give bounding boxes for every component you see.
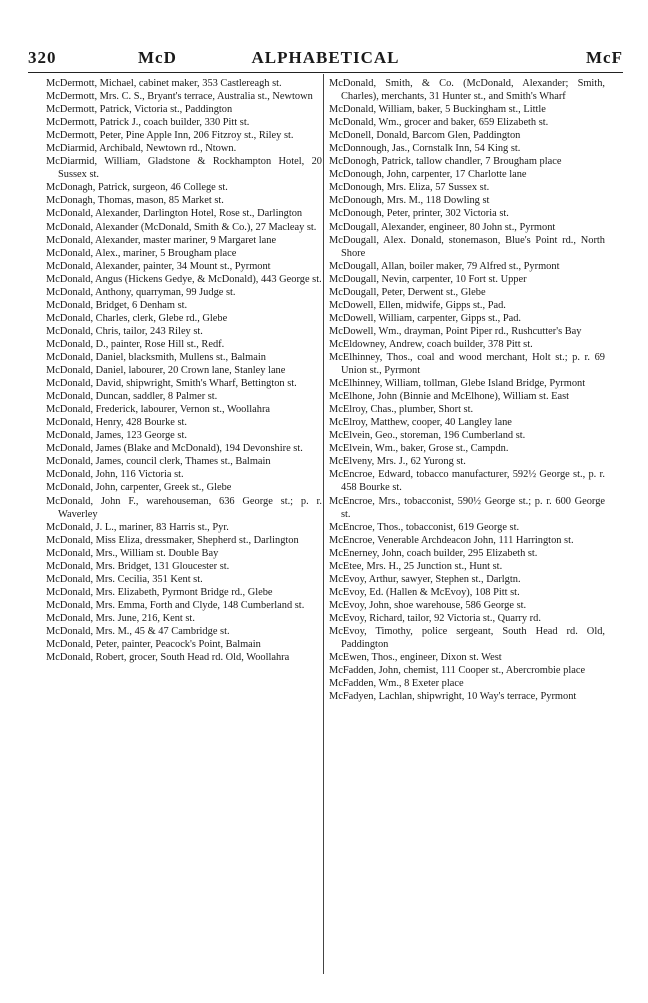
- directory-entry: McEvoy, Ed. (Hallen & McEvoy), 108 Pitt st.: [329, 586, 520, 598]
- directory-entry: McEvoy, Arthur, sawyer, Stephen st., Darlgtn.: [329, 573, 521, 585]
- directory-entry: McDonald, Mrs. M., 45 & 47 Cambridge st.: [46, 625, 230, 637]
- directory-entry: McDonald, John, carpenter, Greek st., Glebe: [46, 482, 232, 494]
- directory-entry: McEncroe, Thos., tobacconist, 619 George st.: [329, 521, 520, 533]
- directory-entry: McDonald, Wm., grocer and baker, 659 Elizabeth st.: [329, 117, 549, 129]
- directory-entry: McDonald, Alex., mariner, 5 Brougham place: [46, 247, 237, 259]
- directory-entry: McEncroe, Mrs., tobacconist, 590½ George st.; p. r. 600 George st.: [329, 495, 605, 520]
- directory-entry: McDonald, Alexander, Darlington Hotel, Rose st., Darlington: [46, 208, 303, 220]
- directory-entry: McDowell, Ellen, midwife, Gipps st., Pad.: [329, 299, 506, 311]
- directory-entry: McDonald, James, 123 George st.: [46, 430, 187, 442]
- directory-entry: McEvoy, Timothy, police sergeant, South Head rd. Old, Paddington: [329, 625, 605, 651]
- directory-entry: McDonald, Daniel, blacksmith, Mullens st., Balmain: [46, 351, 266, 363]
- directory-entry: McDonald, Mrs. Emma, Forth and Clyde, 148 Cumberland st.: [46, 599, 305, 611]
- directory-entry: McDonald, Robert, grocer, South Head rd. Old, Woollahra: [46, 652, 290, 664]
- directory-entry: McElroy, Matthew, cooper, 40 Langley lane: [329, 417, 512, 429]
- directory-entry: McDonell, Donald, Barcom Glen, Paddington: [329, 130, 521, 142]
- directory-entry: McDonald, John F., warehouseman, 636 George st.; p. r. Waverley: [46, 495, 322, 520]
- directory-entry: McDougall, Alex. Donald, stonemason, Blue's Point rd., North Shore: [329, 234, 605, 259]
- directory-entry: McDermott, Michael, cabinet maker, 353 Castlereagh st.: [46, 78, 282, 89]
- directory-entry: McElveny, Mrs. J., 62 Yurong st.: [329, 456, 466, 468]
- directory-entry: McDonald, John, 116 Victoria st.: [46, 469, 184, 481]
- page-title: ALPHABETICAL: [251, 48, 400, 67]
- directory-entry: McDonald, Anthony, quarryman, 99 Judge st.: [46, 286, 236, 298]
- directory-entry: McDermott, Patrick, Victoria st., Paddington: [46, 104, 233, 116]
- directory-entry: McDowell, William, carpenter, Gipps st., Pad.: [329, 312, 522, 324]
- directory-entry: McDonald, Alexander, master mariner, 9 Margaret lane: [46, 234, 277, 246]
- directory-entry: McDonough, Peter, printer, 302 Victoria st.: [329, 208, 509, 220]
- directory-entry: McDonald, James, council clerk, Thames st., Balmain: [46, 456, 271, 468]
- directory-entry: McDonald, Alexander, painter, 34 Mount st., Pyrmont: [46, 260, 271, 272]
- directory-entry: McDonald, Mrs. June, 216, Kent st.: [46, 612, 195, 624]
- directory-entry: McEncroe, Venerable Archdeacon John, 111 Harrington st.: [329, 534, 574, 546]
- directory-entry: McDiarmid, Archibald, Newtown rd., Ntown.: [46, 143, 237, 155]
- directory-entry: McDonald, Duncan, saddler, 8 Palmer st.: [46, 391, 218, 403]
- directory-entry: McDonald, Mrs. Cecilia, 351 Kent st.: [46, 573, 203, 585]
- left-running-head: McD: [138, 48, 177, 67]
- directory-entry: McDonough, John, carpenter, 17 Charlotte lane: [329, 169, 527, 181]
- directory-entry: McElvein, Wm., baker, Grose st., Campdn.: [329, 443, 509, 455]
- right-running-head: McF: [586, 48, 623, 67]
- directory-entry: McEncroe, Edward, tobacco manufacturer, 592½ George st., p. r. 458 Bourke st.: [329, 469, 605, 494]
- directory-entry: McDougall, Peter, Derwent st., Glebe: [329, 286, 486, 298]
- directory-entry: McDonald, Peter, painter, Peacock's Point, Balmain: [46, 639, 261, 651]
- directory-entry: McDonald, J. L., mariner, 83 Harris st., Pyr.: [46, 521, 229, 533]
- directory-entry: McElroy, Chas., plumber, Short st.: [329, 404, 474, 416]
- directory-entry: McDonald, Angus (Hickens Gedye, & McDonald), 443 George st.: [46, 273, 322, 285]
- directory-entry: McDonnough, Jas., Cornstalk Inn, 54 King st.: [329, 143, 521, 155]
- directory-entry: McFadyen, Lachlan, shipwright, 10 Way's terrace, Pyrmont: [329, 691, 577, 703]
- directory-entry: McDonald, D., painter, Rose Hill st., Redf.: [46, 338, 225, 350]
- directory-entry: McDonald, Frederick, labourer, Vernon st., Woollahra: [46, 404, 271, 416]
- directory-entry: McDonagh, Patrick, surgeon, 46 College st.: [46, 182, 228, 194]
- column-divider: [323, 74, 324, 974]
- directory-entry: McDonald, Miss Eliza, dressmaker, Shepherd st., Darlington: [46, 534, 299, 546]
- directory-entry: McDonald, James (Blake and McDonald), 194 Devonshire st.: [46, 443, 303, 455]
- directory-entry: McDermott, Patrick J., coach builder, 330 Pitt st.: [46, 117, 250, 129]
- page-number: 320: [28, 48, 57, 67]
- directory-entry: McElhone, John (Binnie and McElhone), William st. East: [329, 391, 570, 403]
- directory-entry: McEldowney, Andrew, coach builder, 378 Pitt st.: [329, 338, 533, 350]
- directory-entry: McDonald, David, shipwright, Smith's Wharf, Bettington st.: [46, 378, 297, 390]
- directory-entry: McEvoy, John, shoe warehouse, 586 George st.: [329, 599, 527, 611]
- directory-entry: McDonald, Alexander (McDonald, Smith & Co.), 27 Macleay st.: [46, 221, 317, 233]
- directory-entry: McElhinney, Thos., coal and wood merchant, Holt st.; p. r. 69 Union st., Pyrmont: [329, 351, 605, 377]
- directory-entry: McDougall, Nevin, carpenter, 10 Fort st. Upper: [329, 273, 527, 285]
- directory-entry: McElvein, Geo., storeman, 196 Cumberland st.: [329, 430, 526, 442]
- header-rule: [28, 72, 623, 73]
- directory-entry: McDonough, Mrs. M., 118 Dowling st: [329, 195, 490, 207]
- page-header: [28, 48, 623, 68]
- left-column: [46, 77, 322, 664]
- directory-entry: McDonough, Mrs. Eliza, 57 Sussex st.: [329, 182, 490, 194]
- directory-entry: McDougall, Allan, boiler maker, 79 Alfred st., Pyrmont: [329, 260, 560, 272]
- directory-entry: McDonald, Smith, & Co. (McDonald, Alexander; Smith, Charles), merchants, 31 Hunter st., and Smith's Wharf: [329, 78, 605, 103]
- directory-entry: McDonald, Bridget, 6 Denham st.: [46, 299, 188, 311]
- right-column: [329, 77, 605, 703]
- directory-entry: McDonald, William, baker, 5 Buckingham st., Little: [329, 104, 546, 116]
- directory-entry: McDonagh, Thomas, mason, 85 Market st.: [46, 195, 224, 207]
- directory-entry: McDonald, Daniel, labourer, 20 Crown lane, Stanley lane: [46, 365, 286, 377]
- directory-entry: McElhinney, William, tollman, Glebe Island Bridge, Pyrmont: [329, 378, 586, 390]
- directory-entry: McDonald, Mrs. Elizabeth, Pyrmont Bridge rd., Glebe: [46, 586, 273, 598]
- directory-entry: McDonogh, Patrick, tallow chandler, 7 Brougham place: [329, 156, 562, 168]
- directory-entry: McEtee, Mrs. H., 25 Junction st., Hunt st.: [329, 560, 503, 572]
- directory-entry: McDermott, Peter, Pine Apple Inn, 206 Fitzroy st., Riley st.: [46, 130, 294, 142]
- directory-entry: McEvoy, Richard, tailor, 92 Victoria st., Quarry rd.: [329, 612, 541, 624]
- directory-entry: McDiarmid, William, Gladstone & Rockhampton Hotel, 20 Sussex st.: [46, 156, 322, 181]
- directory-entry: McDermott, Mrs. C. S., Bryant's terrace, Australia st., Newtown: [46, 91, 313, 103]
- directory-entry: McDonald, Chris, tailor, 243 Riley st.: [46, 325, 203, 337]
- directory-entry: McFadden, Wm., 8 Exeter place: [329, 678, 464, 690]
- directory-entry: McDonald, Charles, clerk, Glebe rd., Glebe: [46, 312, 228, 324]
- directory-entry: McFadden, John, chemist, 111 Cooper st., Abercrombie place: [329, 665, 586, 677]
- directory-entry: McEnerney, John, coach builder, 295 Elizabeth st.: [329, 547, 538, 559]
- directory-entry: McDonald, Mrs. Bridget, 131 Gloucester st.: [46, 560, 230, 572]
- directory-entry: McDonald, Mrs., William st. Double Bay: [46, 547, 219, 559]
- directory-entry: McDougall, Alexander, engineer, 80 John st., Pyrmont: [329, 221, 556, 233]
- directory-entry: McDonald, Henry, 428 Bourke st.: [46, 417, 188, 429]
- directory-entry: McDowell, Wm., drayman, Point Piper rd., Rushcutter's Bay: [329, 325, 582, 337]
- directory-entry: McEwen, Thos., engineer, Dixon st. West: [329, 652, 502, 664]
